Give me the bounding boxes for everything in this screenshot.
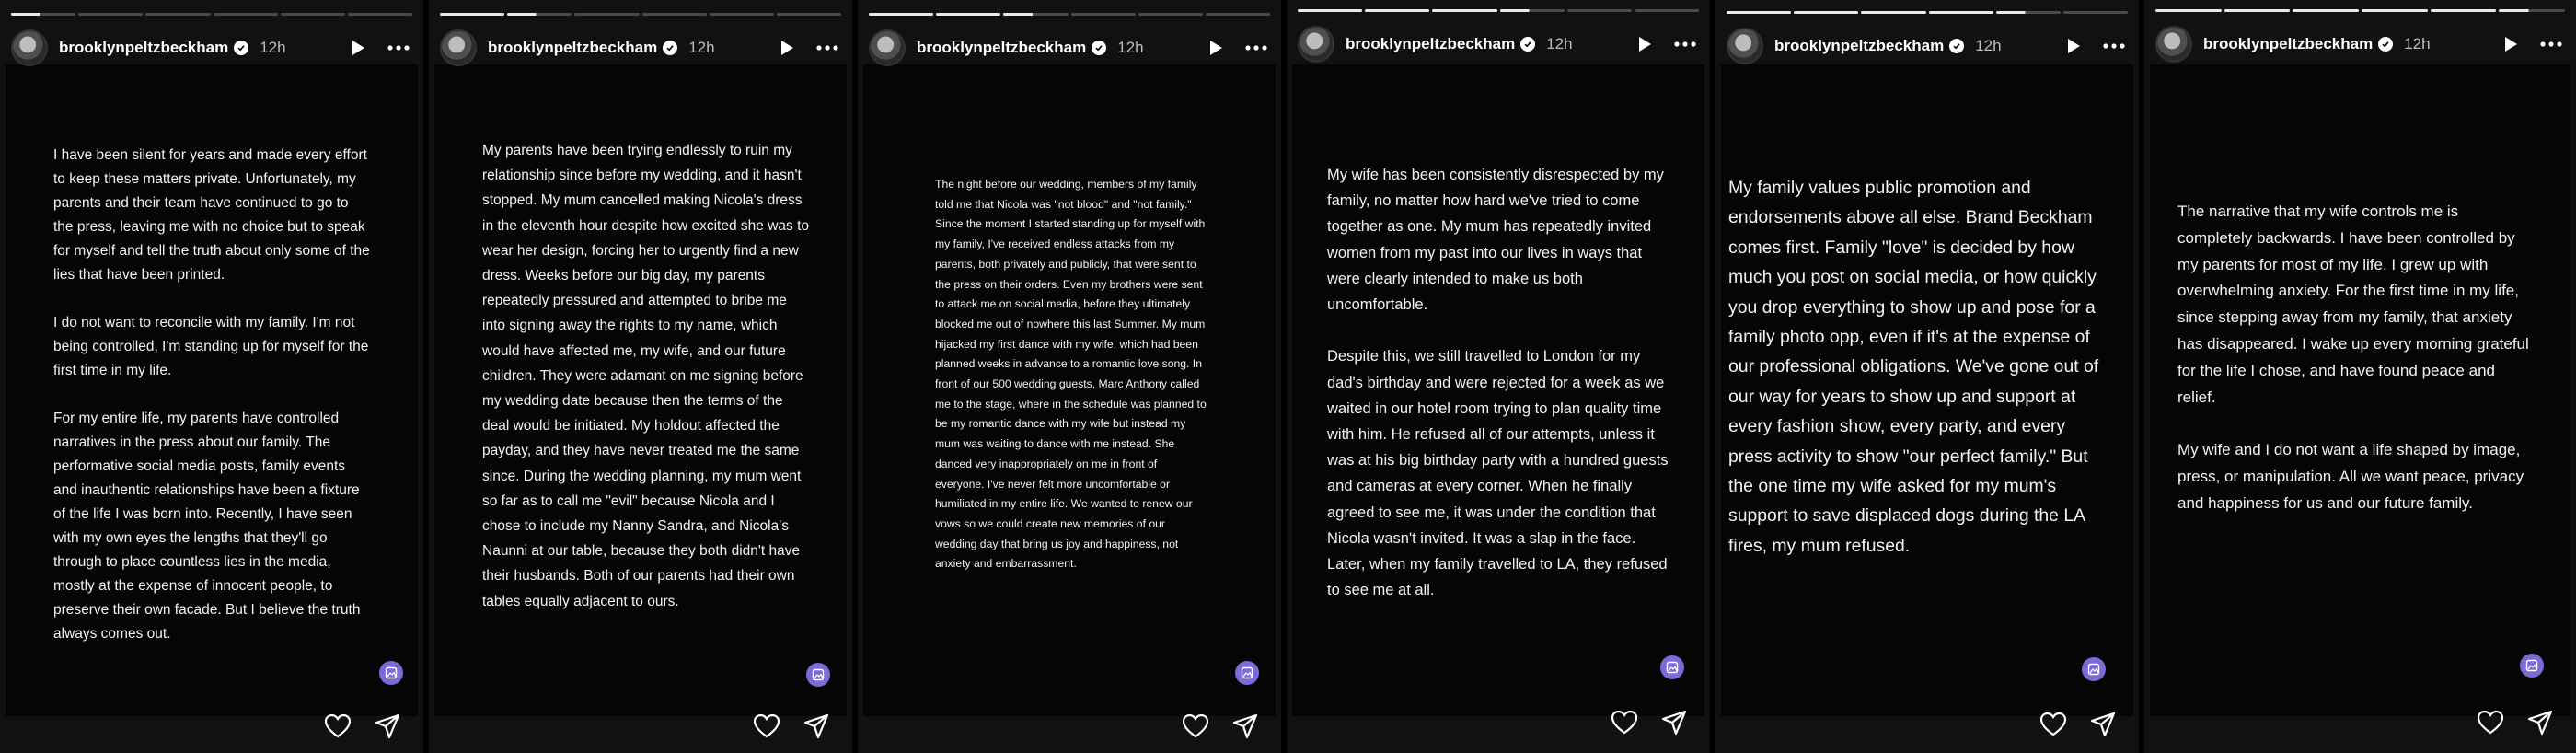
progress-segment <box>1500 9 1565 12</box>
heart-icon[interactable] <box>2038 709 2069 740</box>
post-time: 12h <box>1546 35 1573 52</box>
story-actions <box>2038 709 2119 740</box>
progress-segment <box>777 13 841 16</box>
post-time: 12h <box>1975 37 2002 54</box>
verified-badge-icon <box>1520 37 1535 52</box>
story-progress <box>11 13 412 16</box>
story-progress <box>440 13 841 16</box>
progress-segment <box>2155 9 2222 12</box>
verified-badge-icon <box>234 41 248 55</box>
verified-badge-icon <box>1949 39 1964 53</box>
story-header <box>869 28 1270 68</box>
avatar[interactable] <box>1298 26 1334 63</box>
story-header <box>11 28 412 68</box>
username[interactable]: brooklynpeltzbeckham <box>917 39 1087 56</box>
story-actions <box>751 711 832 742</box>
username[interactable]: brooklynpeltzbeckham <box>1774 37 1945 54</box>
avatar[interactable] <box>1727 28 1763 64</box>
more-options-icon[interactable] <box>385 34 412 62</box>
avatar[interactable] <box>440 29 477 66</box>
story-text: I have been silent for years and made every effort to keep these matters private. Unfortunately, my parents and their team have continued to go to the press, leaving me with no choice but to speak for myself and tell the truth about only some of the lies that have been printed. I do not want to reconcile with my family. I'm not being controlled, I'm standing up for myself for the first time in my life. For my entire life, my parents have controlled narratives in the press about our family. The performative social media posts, family events and inauthentic relationships have been a fixture of the life I was born into. Recently, I have seen with my own eyes the lengths that they'll go through to place countless lies in the media, mostly at the expense of innocent people, to preserve their own facade. But I believe the truth always comes out. <box>53 147 370 642</box>
progress-segment <box>2224 9 2291 12</box>
post-time: 12h <box>688 39 715 56</box>
heart-icon[interactable] <box>751 711 782 742</box>
progress-segment <box>440 13 504 16</box>
photo-sticker-icon[interactable] <box>1235 661 1259 685</box>
post-time: 12h <box>2404 35 2431 52</box>
progress-segment <box>1861 11 1925 14</box>
story-text: My family values public promotion and endorsements above all else. Brand Beckham comes first. Family "love" is decided by how much you post on social media, or how quickly you drop everything to show up and pose for a family photo opp, even if it's at the expense of our professional obligations. We've gone out of our way for years to show up and support at every fashion show, every party, and every press activity to show "our perfect family." But the one time my wife asked for my mum's support to save displaced dogs during the LA fires, my mum refused. <box>1728 178 2099 556</box>
avatar[interactable] <box>2155 26 2192 63</box>
play-icon[interactable] <box>1631 30 1658 58</box>
story-panel-5[interactable] <box>1715 0 2139 753</box>
heart-icon[interactable] <box>1180 711 1211 742</box>
progress-segment <box>1727 11 1791 14</box>
progress-segment <box>1071 13 1136 16</box>
share-send-icon[interactable] <box>801 711 832 742</box>
story-text: My wife has been consistently disrespected by my family, no matter how hard we've tried to come together as one. My mum has repeatedly invited women from my past into our lives in ways that were clearly intended to make us both uncomfortable. Despite this, we still travelled to London for my dad's birthday and were rejected for a week as we waited in our hotel room trying to plan quality time with him. He refused all of our attempts, unless it was at his big birthday party with a hundred guests and cameras at every corner. When he finally agreed to see me, it was under the condition that Nicola wasn't invited. It was a slap in the face. Later, when my family travelled to LA, they refused to see me at all. <box>1327 167 1669 599</box>
story-panel-2[interactable] <box>429 0 852 753</box>
story-panel-1[interactable] <box>0 0 423 753</box>
story-actions <box>2475 707 2556 738</box>
progress-segment <box>11 13 75 16</box>
progress-segment <box>2293 9 2359 12</box>
verified-badge-icon <box>663 41 677 55</box>
play-icon[interactable] <box>2497 30 2524 58</box>
more-options-icon[interactable] <box>814 34 841 62</box>
progress-segment <box>78 13 143 16</box>
progress-segment <box>2063 11 2128 14</box>
more-options-icon[interactable] <box>1242 34 1270 62</box>
progress-segment <box>1929 11 1993 14</box>
avatar[interactable] <box>869 29 906 66</box>
progress-segment <box>710 13 774 16</box>
share-send-icon[interactable] <box>1658 707 1690 738</box>
story-text: The narrative that my wife controls me is completely backwards. I have been controlled by my parents for most of my life. I grew up with overwhelming anxiety. For the first time in my life, since stepping away from my family, that anxiety has disappeared. I wake up every morning grateful for the life I chose, and have found peace and relief. My wife and I do not want a life shaped by image, press, or manipulation. All we want peace, privacy and happiness for us and our future family. <box>2177 203 2529 512</box>
heart-icon[interactable] <box>2475 707 2506 738</box>
story-text: My parents have been trying endlessly to ruin my relationship since before my wedding, and it hasn't stopped. My mum cancelled making Nicola's dress in the eleventh hour despite how excited she was to wear her design, forcing her to urgently find a new dress. Weeks before our big day, my parents repeatedly pressured and attempted to bribe me into signing away the rights to my name, which would have affected me, my wife, and our future children. They were adamant on me signing before my wedding date because then the terms of the deal would be initiated. My holdout affected the payday, and they have never treated me the same since. During the wedding planning, my mum went so far as to call me "evil" because Nicola and I chose to include my Nanny Sandra, and Nicola's Naunni at our table, because they both didn't have their husbands. Both of our parents had their own tables equally adjacent to ours. <box>482 143 810 609</box>
post-time: 12h <box>260 39 286 56</box>
photo-sticker-icon[interactable] <box>2082 657 2106 681</box>
photo-sticker-icon[interactable] <box>379 661 403 685</box>
progress-segment <box>507 13 572 16</box>
progress-segment <box>2362 9 2428 12</box>
progress-segment <box>1365 9 1429 12</box>
username[interactable]: brooklynpeltzbeckham <box>2203 35 2374 52</box>
more-options-icon[interactable] <box>1671 30 1699 58</box>
progress-segment <box>869 13 933 16</box>
play-icon[interactable] <box>344 34 372 62</box>
progress-segment <box>1298 9 1362 12</box>
story-header <box>1298 24 1699 64</box>
photo-sticker-icon[interactable] <box>1660 655 1684 679</box>
progress-segment <box>348 13 412 16</box>
photo-sticker-icon[interactable] <box>806 663 830 687</box>
more-options-icon[interactable] <box>2537 30 2565 58</box>
story-progress <box>2155 9 2565 12</box>
story-header <box>1727 26 2128 66</box>
photo-sticker-icon[interactable] <box>2520 654 2544 678</box>
username[interactable]: brooklynpeltzbeckham <box>1346 35 1516 52</box>
share-send-icon[interactable] <box>372 711 403 742</box>
progress-segment <box>1635 9 1699 12</box>
progress-segment <box>281 13 345 16</box>
heart-icon[interactable] <box>322 711 353 742</box>
progress-segment <box>936 13 1000 16</box>
story-header <box>440 28 841 68</box>
story-actions <box>1609 707 1690 738</box>
share-send-icon[interactable] <box>1230 711 1261 742</box>
progress-segment <box>1567 9 1632 12</box>
progress-segment <box>642 13 707 16</box>
story-panel-4[interactable] <box>1287 0 1710 753</box>
username[interactable]: brooklynpeltzbeckham <box>59 39 229 56</box>
progress-segment <box>574 13 639 16</box>
story-progress <box>1727 11 2128 14</box>
play-icon[interactable] <box>1202 34 1230 62</box>
story-header <box>2155 24 2565 64</box>
more-options-icon[interactable] <box>2100 32 2128 60</box>
verified-badge-icon <box>2378 37 2393 52</box>
username[interactable]: brooklynpeltzbeckham <box>488 39 658 56</box>
progress-segment <box>1432 9 1496 12</box>
progress-segment <box>1003 13 1068 16</box>
share-send-icon[interactable] <box>2524 707 2556 738</box>
progress-segment <box>1206 13 1270 16</box>
progress-segment <box>214 13 278 16</box>
progress-segment <box>1996 11 2061 14</box>
story-actions <box>1180 711 1261 742</box>
story-text: The night before our wedding, members of my family told me that Nicola was "not blood" and "not family." Since the moment I started standing up for myself with my family, I've received endless attacks from my parents, both privately and publicly, that were sent to the press on their orders. Even my brothers were sent to attack me on social media, before they ultimately blocked me out of nowhere this last Summer. My mum hijacked my first dance with my wife, which had been planned weeks in advance to a romantic love song. In front of our 500 wedding guests, Marc Anthony called me to the stage, where in the schedule was planned to be my romantic dance with my wife but instead my mum was waiting to dance with me instead. She danced very inappropriately on me in front of everyone. I've never felt more uncomfortable or humiliated in my entire life. We wanted to renew our vows so we could create new memories of our wedding day that bring us joy and happiness, not anxiety and embarrassment. <box>935 178 1207 571</box>
share-send-icon[interactable] <box>2087 709 2119 740</box>
play-icon[interactable] <box>773 34 801 62</box>
verified-badge-icon <box>1092 41 1106 55</box>
story-progress <box>869 13 1270 16</box>
progress-segment <box>1138 13 1203 16</box>
story-panel-6[interactable] <box>2144 0 2576 753</box>
progress-segment <box>2431 9 2497 12</box>
progress-segment <box>1794 11 1858 14</box>
progress-segment <box>2499 9 2565 12</box>
story-panel-3[interactable] <box>858 0 1281 753</box>
story-progress <box>1298 9 1699 12</box>
progress-segment <box>145 13 210 16</box>
post-time: 12h <box>1117 39 1144 56</box>
story-actions <box>322 711 403 742</box>
heart-icon[interactable] <box>1609 707 1640 738</box>
avatar[interactable] <box>11 29 48 66</box>
play-icon[interactable] <box>2060 32 2087 60</box>
